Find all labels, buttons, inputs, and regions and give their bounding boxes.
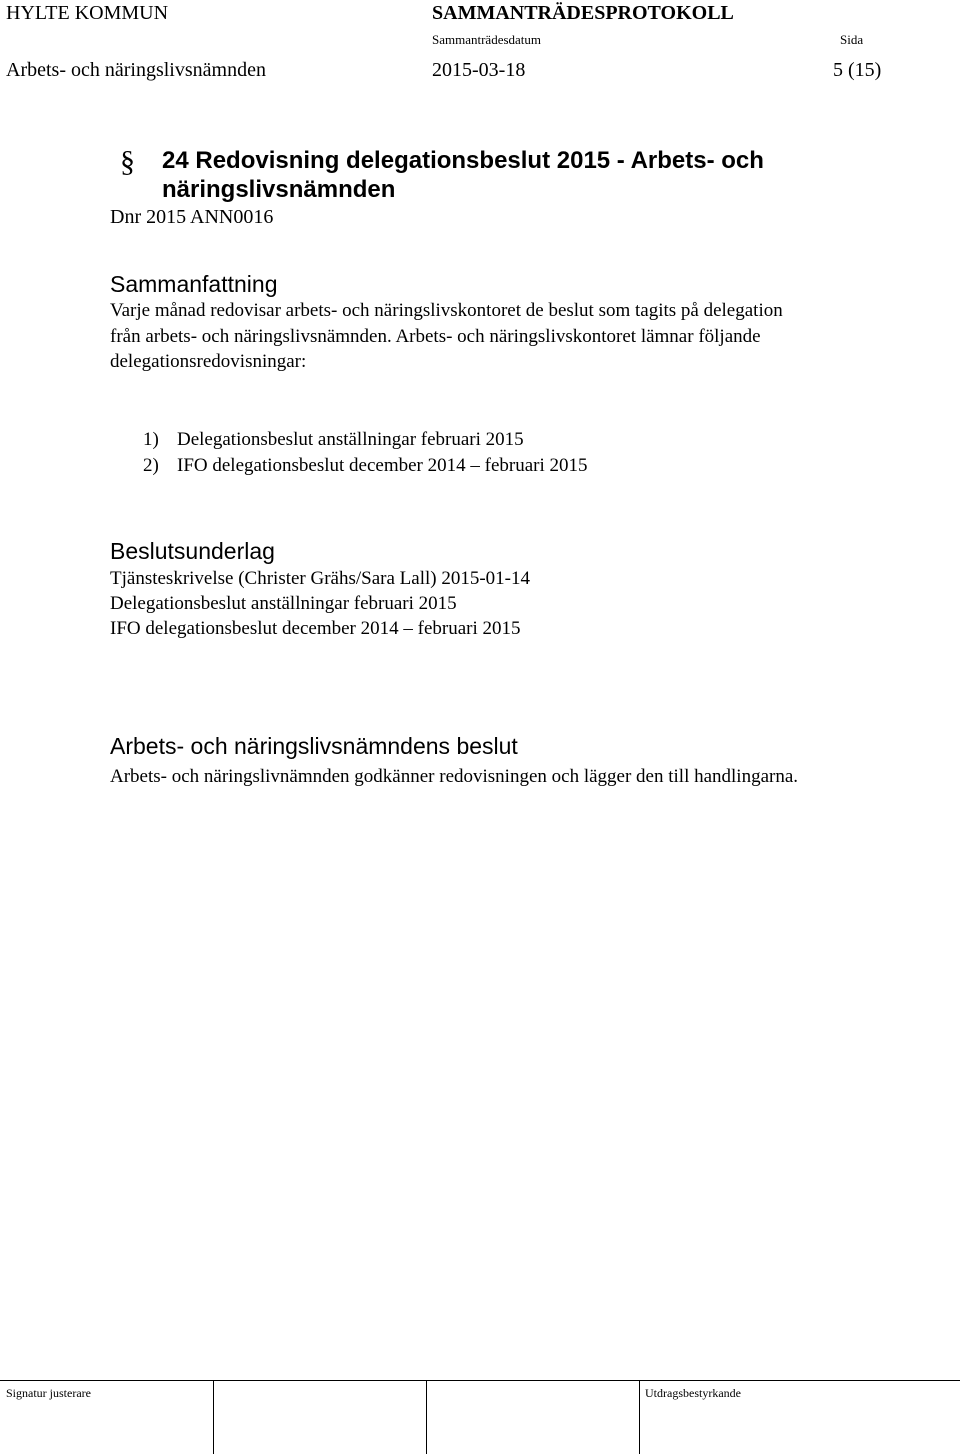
footer-column-divider [213,1380,214,1454]
extract-label: Utdragsbestyrkande [645,1386,741,1400]
footer-column-divider [639,1380,640,1454]
decision-text: Arbets- och näringslivnämnden godkänner redovisningen och lägger den till handlingarna. [110,766,799,787]
list-item-text: Delegationsbeslut anställningar februari 2015 [177,429,524,450]
footer-column-divider [426,1380,427,1454]
basis-list [110,566,530,641]
section-symbol: § [120,145,135,178]
summary-line: Varje månad redovisar arbets- och näringslivskontoret de beslut som tagits på delegation [110,300,783,321]
meeting-date: 2015-03-18 [432,59,526,81]
basis-heading: Beslutsunderlag [110,538,275,564]
document-type: SAMMANTRÄDESPROTOKOLL [432,2,734,24]
summary-line: från arbets- och näringslivsnämnden. Arbets- och näringslivskontoret lämnar följande [110,325,761,347]
basis-item: Delegationsbeslut anställningar februari 2015 [110,593,457,614]
list-item-text: IFO delegationsbeslut december 2014 – februari 2015 [177,455,588,476]
list-item-number: 1) [143,429,159,450]
summary-line: delegationsredovisningar: [110,351,307,372]
item-title: 24 Redovisning delegationsbeslut 2015 - Arbets- och näringslivsnämnden [162,147,764,203]
basis-item: IFO delegationsbeslut december 2014 – februari 2015 [110,618,521,639]
list-item [143,427,588,453]
summary-heading: Sammanfattning [110,271,278,297]
organization-name: HYLTE KOMMUN [6,2,169,24]
committee-name: Arbets- och näringslivsnämnden [6,59,266,81]
footer-divider [0,1380,960,1381]
page-caption: Sida [840,32,864,47]
meeting-date-caption: Sammanträdesdatum [432,32,542,47]
decision-heading: Arbets- och näringslivsnämndens beslut [110,733,518,759]
list-item-number: 2) [143,455,159,476]
list-item [143,453,588,479]
summary-paragraph [110,298,910,375]
case-number: Dnr 2015 ANN0016 [110,206,274,228]
basis-item: Tjänsteskrivelse (Christer Grähs/Sara Lall) 2015-01-14 [110,568,530,589]
signature-label: Signatur justerare [6,1386,91,1400]
delegation-report-list [143,427,588,479]
page-number: 5 (15) [833,59,882,81]
